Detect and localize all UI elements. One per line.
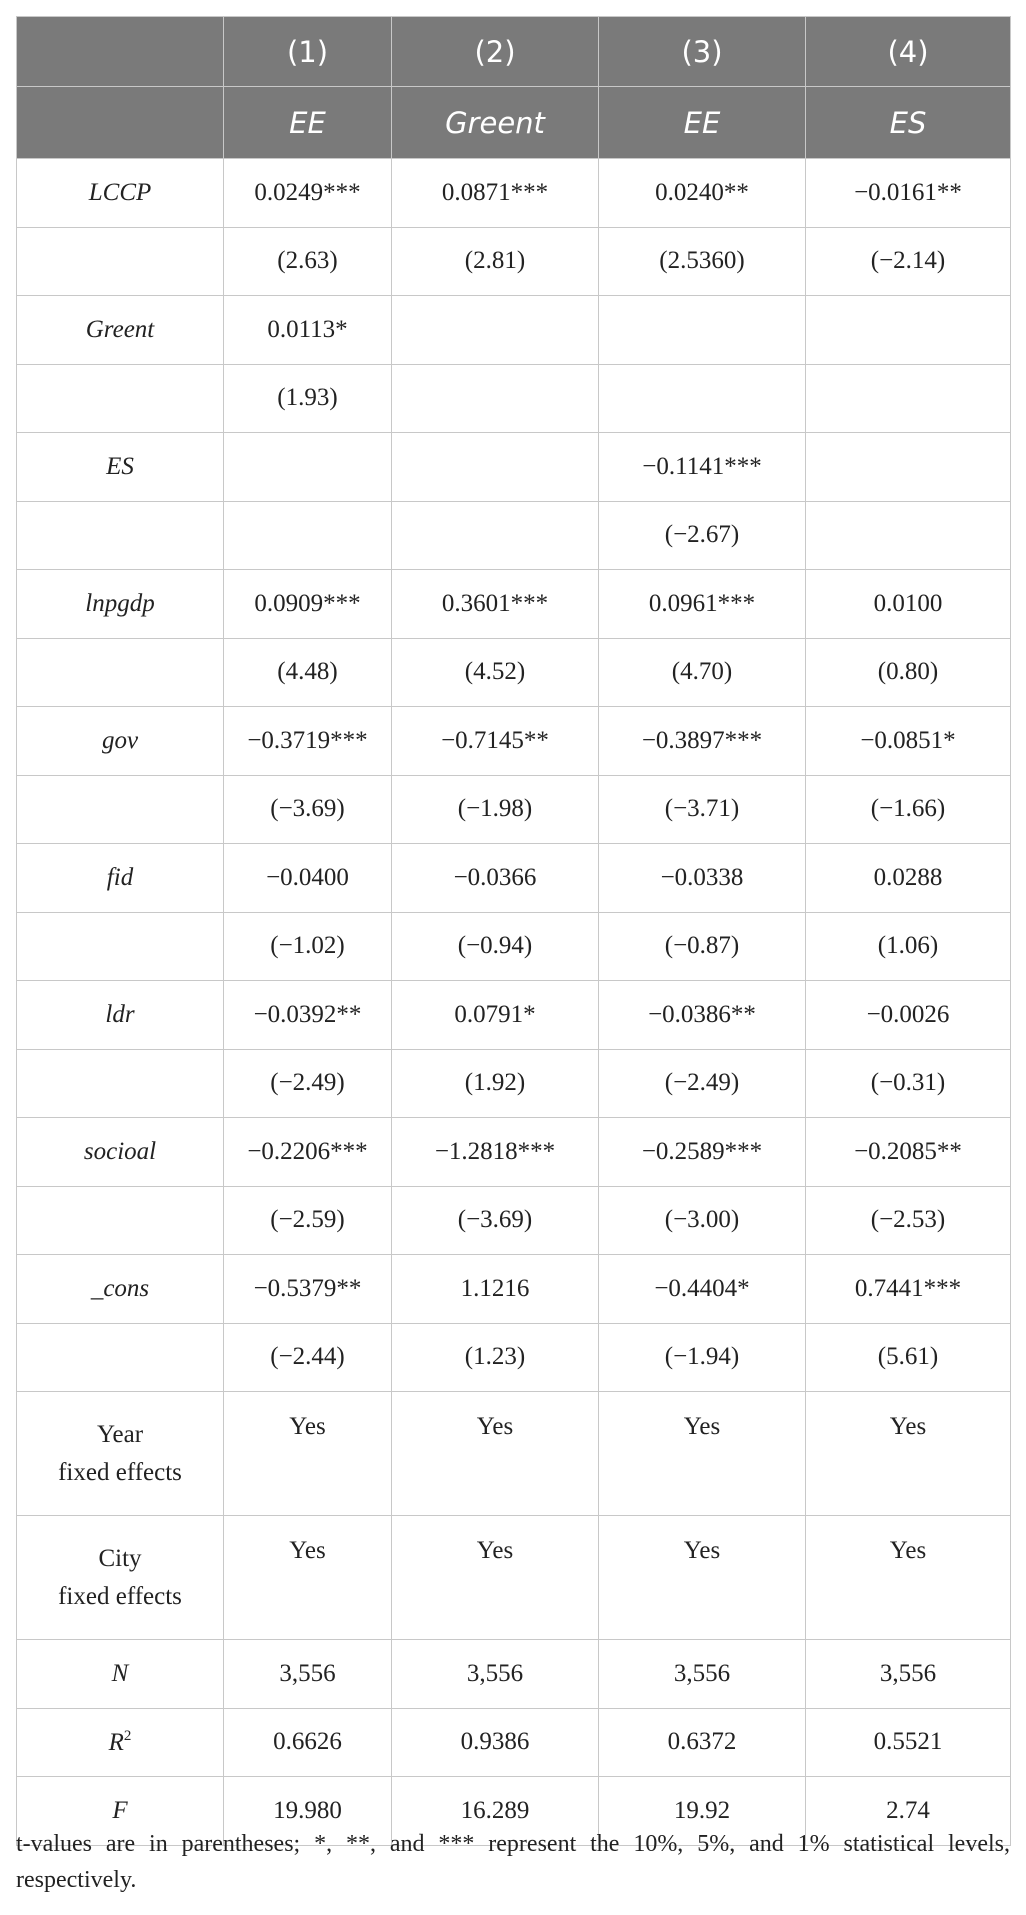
row-label <box>17 227 224 296</box>
row-label <box>17 1186 224 1255</box>
t-value-cell <box>806 364 1011 433</box>
header-corner-cell <box>17 87 224 159</box>
coefficient-cell: 0.0249*** <box>224 159 392 228</box>
coefficient-cell <box>392 296 599 365</box>
coefficient-cell <box>806 296 1011 365</box>
coefficient-cell: −0.0400 <box>224 844 392 913</box>
stat-label: F <box>112 1796 128 1824</box>
t-value-row <box>17 1323 1011 1392</box>
fixed-effects-cell: Yes <box>599 1392 806 1516</box>
t-value-cell: (1.92) <box>392 1049 599 1118</box>
coefficient-cell: −0.0851* <box>806 707 1011 776</box>
t-value-cell: (−1.02) <box>224 912 392 981</box>
coefficient-cell: −0.2206*** <box>224 1118 392 1187</box>
row-label <box>17 1708 224 1777</box>
row-label: _cons <box>17 1255 224 1324</box>
row-label-line: fixed effects <box>58 1458 182 1486</box>
coefficient-cell: −0.0161** <box>806 159 1011 228</box>
coefficient-cell: −0.3897*** <box>599 707 806 776</box>
coefficient-row <box>17 981 1011 1050</box>
coefficient-cell <box>392 433 599 502</box>
regression-table <box>16 16 1011 1846</box>
header-row-dependent-vars <box>17 87 1011 159</box>
coefficient-row <box>17 433 1011 502</box>
t-value-cell: (−2.14) <box>806 227 1011 296</box>
coefficient-row <box>17 707 1011 776</box>
statistic-cell: 0.5521 <box>806 1708 1011 1777</box>
header-model-number: (4) <box>806 17 1011 87</box>
fixed-effects-cell: Yes <box>806 1516 1011 1640</box>
coefficient-cell: 0.3601*** <box>392 570 599 639</box>
coefficient-cell: −0.0026 <box>806 981 1011 1050</box>
t-value-cell: (−2.59) <box>224 1186 392 1255</box>
row-label <box>17 1392 224 1516</box>
coefficient-cell: 0.0871*** <box>392 159 599 228</box>
statistic-cell: 0.6372 <box>599 1708 806 1777</box>
statistic-cell: 0.9386 <box>392 1708 599 1777</box>
coefficient-row <box>17 570 1011 639</box>
row-label: LCCP <box>17 159 224 228</box>
header-model-number: (2) <box>392 17 599 87</box>
t-value-row <box>17 1186 1011 1255</box>
coefficient-row <box>17 844 1011 913</box>
t-value-cell: (4.48) <box>224 638 392 707</box>
t-value-cell: (2.81) <box>392 227 599 296</box>
t-value-cell: (−1.94) <box>599 1323 806 1392</box>
coefficient-cell: −0.5379** <box>224 1255 392 1324</box>
coefficient-cell <box>599 296 806 365</box>
t-value-cell: (−2.67) <box>599 501 806 570</box>
coefficient-cell: −0.7145** <box>392 707 599 776</box>
fixed-effects-cell: Yes <box>599 1516 806 1640</box>
t-value-cell: (1.93) <box>224 364 392 433</box>
row-label-line: City <box>98 1544 142 1572</box>
coefficient-row <box>17 159 1011 228</box>
statistic-cell: 2.74 <box>806 1777 1011 1846</box>
statistic-cell: 3,556 <box>599 1640 806 1709</box>
fixed-effects-cell: Yes <box>392 1392 599 1516</box>
t-value-cell: (−1.66) <box>806 775 1011 844</box>
stat-label: R <box>108 1728 124 1756</box>
t-value-cell <box>392 364 599 433</box>
row-label: Greent <box>17 296 224 365</box>
t-value-row <box>17 912 1011 981</box>
coefficient-cell: −0.0392** <box>224 981 392 1050</box>
t-value-cell: (−3.69) <box>224 775 392 844</box>
row-label: socioal <box>17 1118 224 1187</box>
row-label <box>17 1516 224 1640</box>
coefficient-cell: 0.0909*** <box>224 570 392 639</box>
t-value-cell <box>806 501 1011 570</box>
coefficient-cell <box>806 433 1011 502</box>
header-dependent-var: Greent <box>392 87 599 159</box>
coefficient-cell: 0.0240** <box>599 159 806 228</box>
t-value-cell <box>599 364 806 433</box>
row-label <box>17 1323 224 1392</box>
header-row-model-numbers <box>17 17 1011 87</box>
coefficient-cell: 0.0961*** <box>599 570 806 639</box>
statistic-cell: 3,556 <box>224 1640 392 1709</box>
header-model-number: (3) <box>599 17 806 87</box>
coefficient-cell: −0.0338 <box>599 844 806 913</box>
coefficient-cell: −0.0386** <box>599 981 806 1050</box>
row-label: ES <box>17 433 224 502</box>
table-body <box>17 159 1011 1846</box>
fixed-effects-row <box>17 1392 1011 1516</box>
t-value-row <box>17 638 1011 707</box>
coefficient-cell: −0.2085** <box>806 1118 1011 1187</box>
t-value-row <box>17 364 1011 433</box>
fixed-effects-cell: Yes <box>224 1516 392 1640</box>
statistic-row <box>17 1640 1011 1709</box>
statistic-cell: 3,556 <box>392 1640 599 1709</box>
t-value-cell: (−0.31) <box>806 1049 1011 1118</box>
t-value-row <box>17 227 1011 296</box>
t-value-cell: (−3.71) <box>599 775 806 844</box>
regression-table-container <box>16 16 1010 1846</box>
row-label: lnpgdp <box>17 570 224 639</box>
coefficient-cell: 0.0288 <box>806 844 1011 913</box>
coefficient-cell <box>224 433 392 502</box>
coefficient-cell: −0.3719*** <box>224 707 392 776</box>
coefficient-row <box>17 1255 1011 1324</box>
t-value-cell: (4.52) <box>392 638 599 707</box>
t-value-cell: (−3.00) <box>599 1186 806 1255</box>
t-value-cell: (−2.53) <box>806 1186 1011 1255</box>
coefficient-cell: 1.1216 <box>392 1255 599 1324</box>
row-label: fid <box>17 844 224 913</box>
row-label <box>17 638 224 707</box>
stat-label: N <box>111 1659 129 1687</box>
t-value-row <box>17 775 1011 844</box>
row-label <box>17 1049 224 1118</box>
table-header <box>17 17 1011 159</box>
statistic-cell: 19.980 <box>224 1777 392 1846</box>
coefficient-cell: −0.4404* <box>599 1255 806 1324</box>
t-value-cell: (−1.98) <box>392 775 599 844</box>
statistic-cell: 16.289 <box>392 1777 599 1846</box>
t-value-cell: (−2.49) <box>599 1049 806 1118</box>
header-dependent-var: EE <box>599 87 806 159</box>
t-value-cell <box>392 501 599 570</box>
header-corner-cell <box>17 17 224 87</box>
stat-label-superscript: 2 <box>123 1727 132 1744</box>
t-value-cell: (−2.49) <box>224 1049 392 1118</box>
t-value-cell: (−3.69) <box>392 1186 599 1255</box>
fixed-effects-row <box>17 1516 1011 1640</box>
row-label-line: Year <box>96 1420 144 1448</box>
t-value-cell: (4.70) <box>599 638 806 707</box>
t-value-cell: (2.63) <box>224 227 392 296</box>
row-label-line: fixed effects <box>58 1582 182 1610</box>
coefficient-cell: −0.2589*** <box>599 1118 806 1187</box>
coefficient-row <box>17 1118 1011 1187</box>
coefficient-cell: 0.0791* <box>392 981 599 1050</box>
t-value-cell: (5.61) <box>806 1323 1011 1392</box>
t-value-row <box>17 501 1011 570</box>
coefficient-cell: −0.1141*** <box>599 433 806 502</box>
statistic-cell: 3,556 <box>806 1640 1011 1709</box>
header-dependent-var: EE <box>224 87 392 159</box>
row-label <box>17 1640 224 1709</box>
statistic-row <box>17 1708 1011 1777</box>
fixed-effects-cell: Yes <box>806 1392 1011 1516</box>
t-value-row <box>17 1049 1011 1118</box>
coefficient-cell: 0.0113* <box>224 296 392 365</box>
table-footnote: t-values are in parentheses; *, **, and *** represent the 10%, 5%, and 1% statistical levels, respectively. <box>16 1831 1010 1893</box>
header-dependent-var: ES <box>806 87 1011 159</box>
t-value-cell: (1.06) <box>806 912 1011 981</box>
row-label <box>17 912 224 981</box>
row-label <box>17 364 224 433</box>
coefficient-cell: −0.0366 <box>392 844 599 913</box>
fixed-effects-cell: Yes <box>392 1516 599 1640</box>
statistic-cell: 19.92 <box>599 1777 806 1846</box>
statistic-cell: 0.6626 <box>224 1708 392 1777</box>
t-value-cell <box>224 501 392 570</box>
row-label: ldr <box>17 981 224 1050</box>
t-value-cell: (2.5360) <box>599 227 806 296</box>
t-value-cell: (−0.94) <box>392 912 599 981</box>
header-model-number: (1) <box>224 17 392 87</box>
t-value-cell: (1.23) <box>392 1323 599 1392</box>
row-label <box>17 775 224 844</box>
t-value-cell: (−2.44) <box>224 1323 392 1392</box>
fixed-effects-cell: Yes <box>224 1392 392 1516</box>
t-value-cell: (−0.87) <box>599 912 806 981</box>
t-value-cell: (0.80) <box>806 638 1011 707</box>
coefficient-cell: 0.7441*** <box>806 1255 1011 1324</box>
coefficient-row <box>17 296 1011 365</box>
row-label: gov <box>17 707 224 776</box>
coefficient-cell: 0.0100 <box>806 570 1011 639</box>
row-label <box>17 501 224 570</box>
coefficient-cell: −1.2818*** <box>392 1118 599 1187</box>
